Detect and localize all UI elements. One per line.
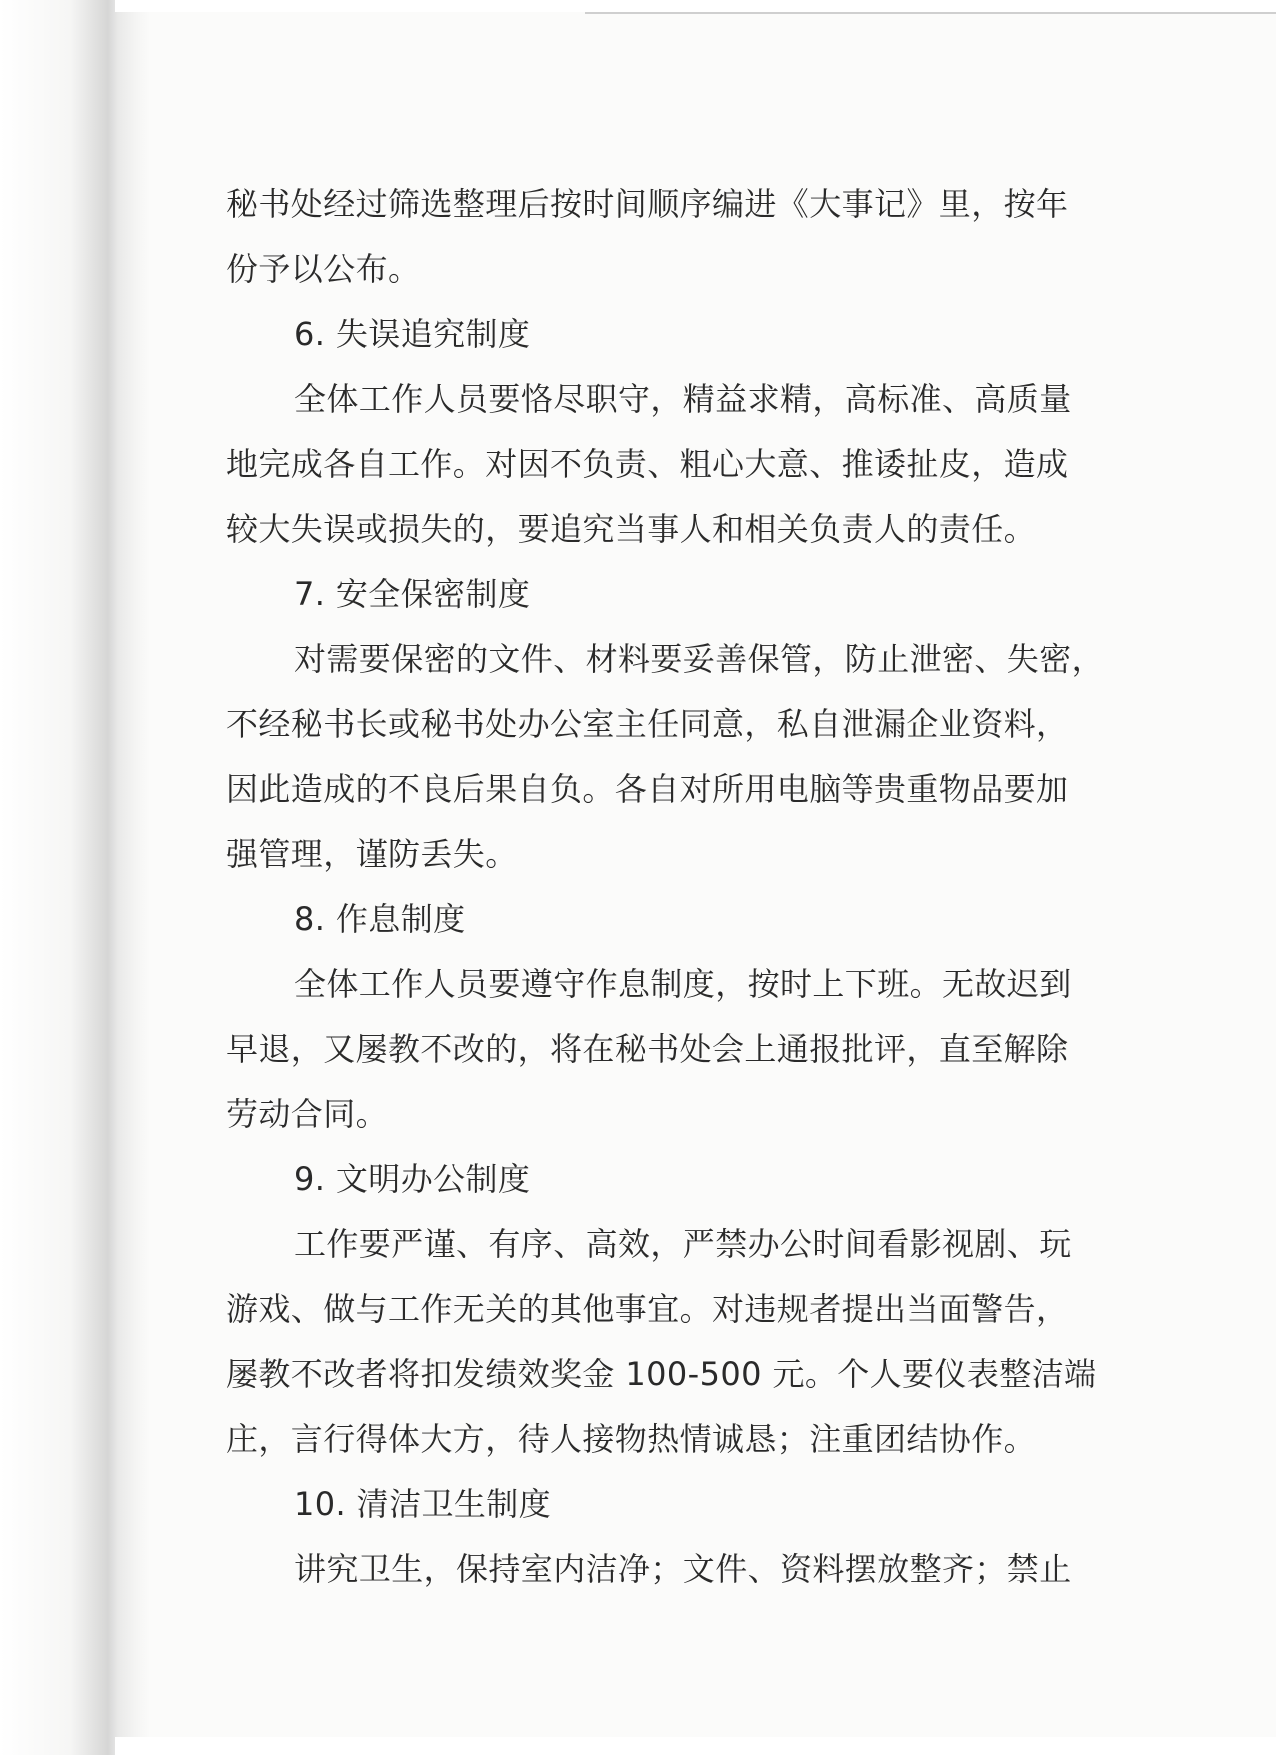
text-line: 全体工作人员要恪尽职守，精益求精，高标准、高质量 <box>294 380 1072 418</box>
section-heading: 7. 安全保密制度 <box>294 575 531 613</box>
text-line: 讲究卫生，保持室内洁净；文件、资料摆放整齐；禁止 <box>294 1550 1072 1588</box>
text-line: 不经秘书长或秘书处办公室主任同意，私自泄漏企业资料， <box>226 705 1069 743</box>
text-line: 劳动合同。 <box>226 1095 389 1133</box>
text-line: 屡教不改者将扣发绩效奖金 100-500 元。个人要仪表整洁端 <box>226 1355 1097 1393</box>
text-line: 因此造成的不良后果自负。各自对所用电脑等贵重物品要加 <box>226 770 1069 808</box>
section-heading: 9. 文明办公制度 <box>294 1160 531 1198</box>
text-line: 份予以公布。 <box>226 250 421 288</box>
section-heading: 6. 失误追究制度 <box>294 315 531 353</box>
text-line: 游戏、做与工作无关的其他事宜。对违规者提出当面警告， <box>226 1290 1069 1328</box>
text-line: 工作要严谨、有序、高效，严禁办公时间看影视剧、玩 <box>294 1225 1072 1263</box>
bottom-edge <box>115 1737 1276 1755</box>
text-line: 庄，言行得体大方，待人接物热情诚恳；注重团结协作。 <box>226 1420 1037 1458</box>
section-heading: 10. 清洁卫生制度 <box>294 1485 552 1523</box>
text-line: 秘书处经过筛选整理后按时间顺序编进《大事记》里，按年 <box>226 185 1069 223</box>
text-line: 对需要保密的文件、材料要妥善保管，防止泄密、失密， <box>294 640 1105 678</box>
text-line: 强管理，谨防丢失。 <box>226 835 518 873</box>
text-line: 早退，又屡教不改的，将在秘书处会上通报批评，直至解除 <box>226 1030 1069 1068</box>
top-edge <box>115 0 1276 12</box>
top-scan-line <box>585 12 1276 14</box>
binding-shadow <box>0 0 150 1755</box>
text-line: 地完成各自工作。对因不负责、粗心大意、推诿扯皮，造成 <box>226 445 1069 483</box>
text-line: 全体工作人员要遵守作息制度，按时上下班。无故迟到 <box>294 965 1072 1003</box>
text-line: 较大失误或损失的，要追究当事人和相关负责人的责任。 <box>226 510 1037 548</box>
document-body <box>226 172 1105 1602</box>
section-heading: 8. 作息制度 <box>294 900 466 938</box>
